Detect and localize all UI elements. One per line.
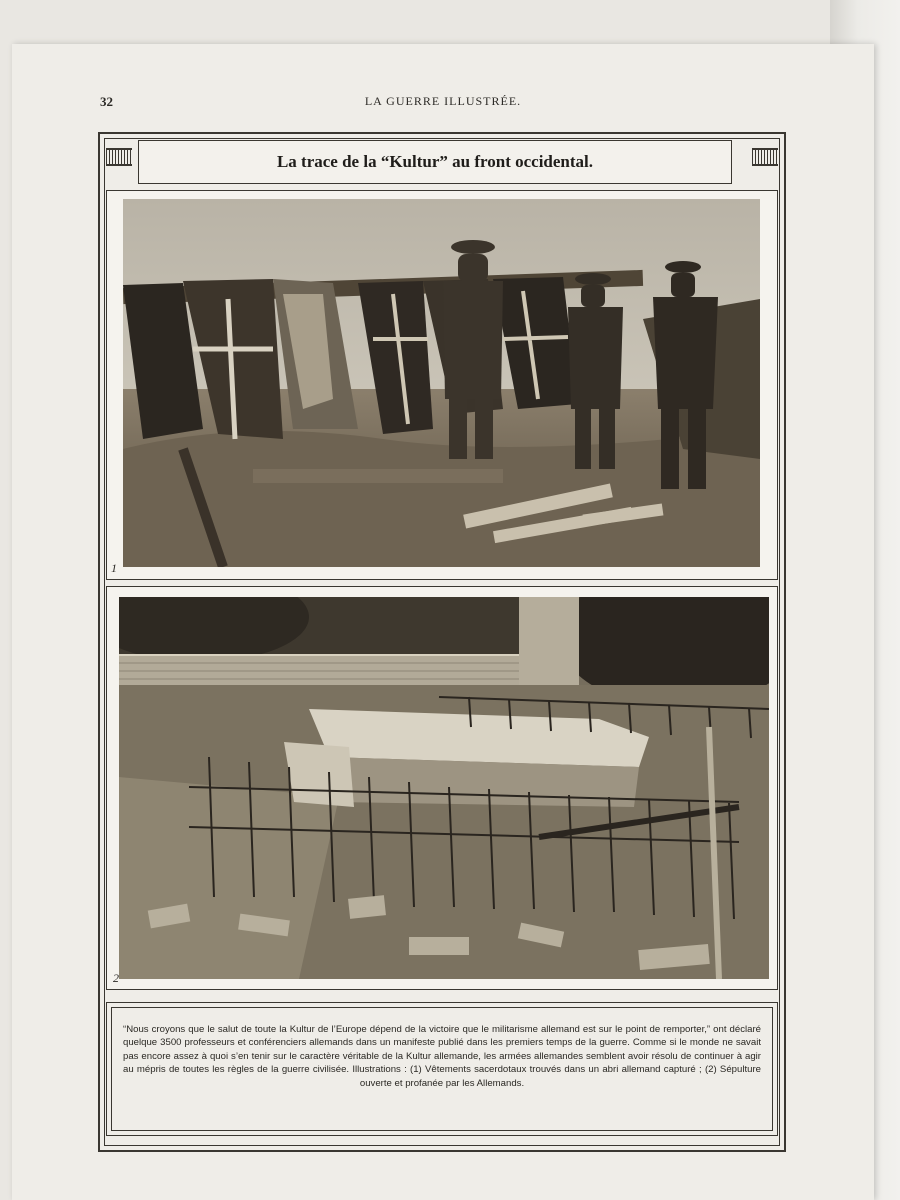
right-ornament-icon	[752, 148, 778, 166]
caption-box	[106, 1002, 778, 1136]
journal-title: LA GUERRE ILLUSTRÉE.	[364, 94, 522, 108]
page-number: 32	[100, 94, 113, 109]
content-frame	[98, 132, 786, 1152]
photo-tomb	[119, 597, 769, 979]
title-box	[138, 140, 732, 184]
photo-number-2: 2	[113, 971, 119, 985]
magazine-page	[12, 44, 874, 1200]
photo-tomb-image	[119, 597, 769, 979]
photo-vestments-image	[123, 199, 760, 567]
photo-panel-2	[106, 586, 778, 990]
page-header	[12, 94, 874, 114]
photo-panel-1	[106, 190, 778, 580]
left-ornament-icon	[106, 148, 132, 166]
page-title: La trace de la “Kultur” au front occidental.	[276, 152, 594, 171]
caption-text: “Nous croyons que le salut de toute la Kultur de l’Europe dépend de la victoire que le militarisme allemand est sur le point de remporter,” ont déclaré quelque 3500 professeurs et conférenciers allemands dans un manifeste publié dans les premiers temps de la guerre. Comme si le monde ne savait pas encore assez à quoi s’en tenir sur le caractère véritable de la Kultur allemande, les armées allemandes semblent avoir résolu de continuer à agir au mépris de toutes les règles de la guerre civilisée. Illustrations : (1) Vêtements sacerdotaux trouvés dans un abri allemand capturé ; (2) Sépulture ouverte et profanée par les Allemands.	[123, 1023, 761, 1089]
photo-number-1: 1	[111, 561, 117, 575]
photo-vestments	[123, 199, 760, 567]
